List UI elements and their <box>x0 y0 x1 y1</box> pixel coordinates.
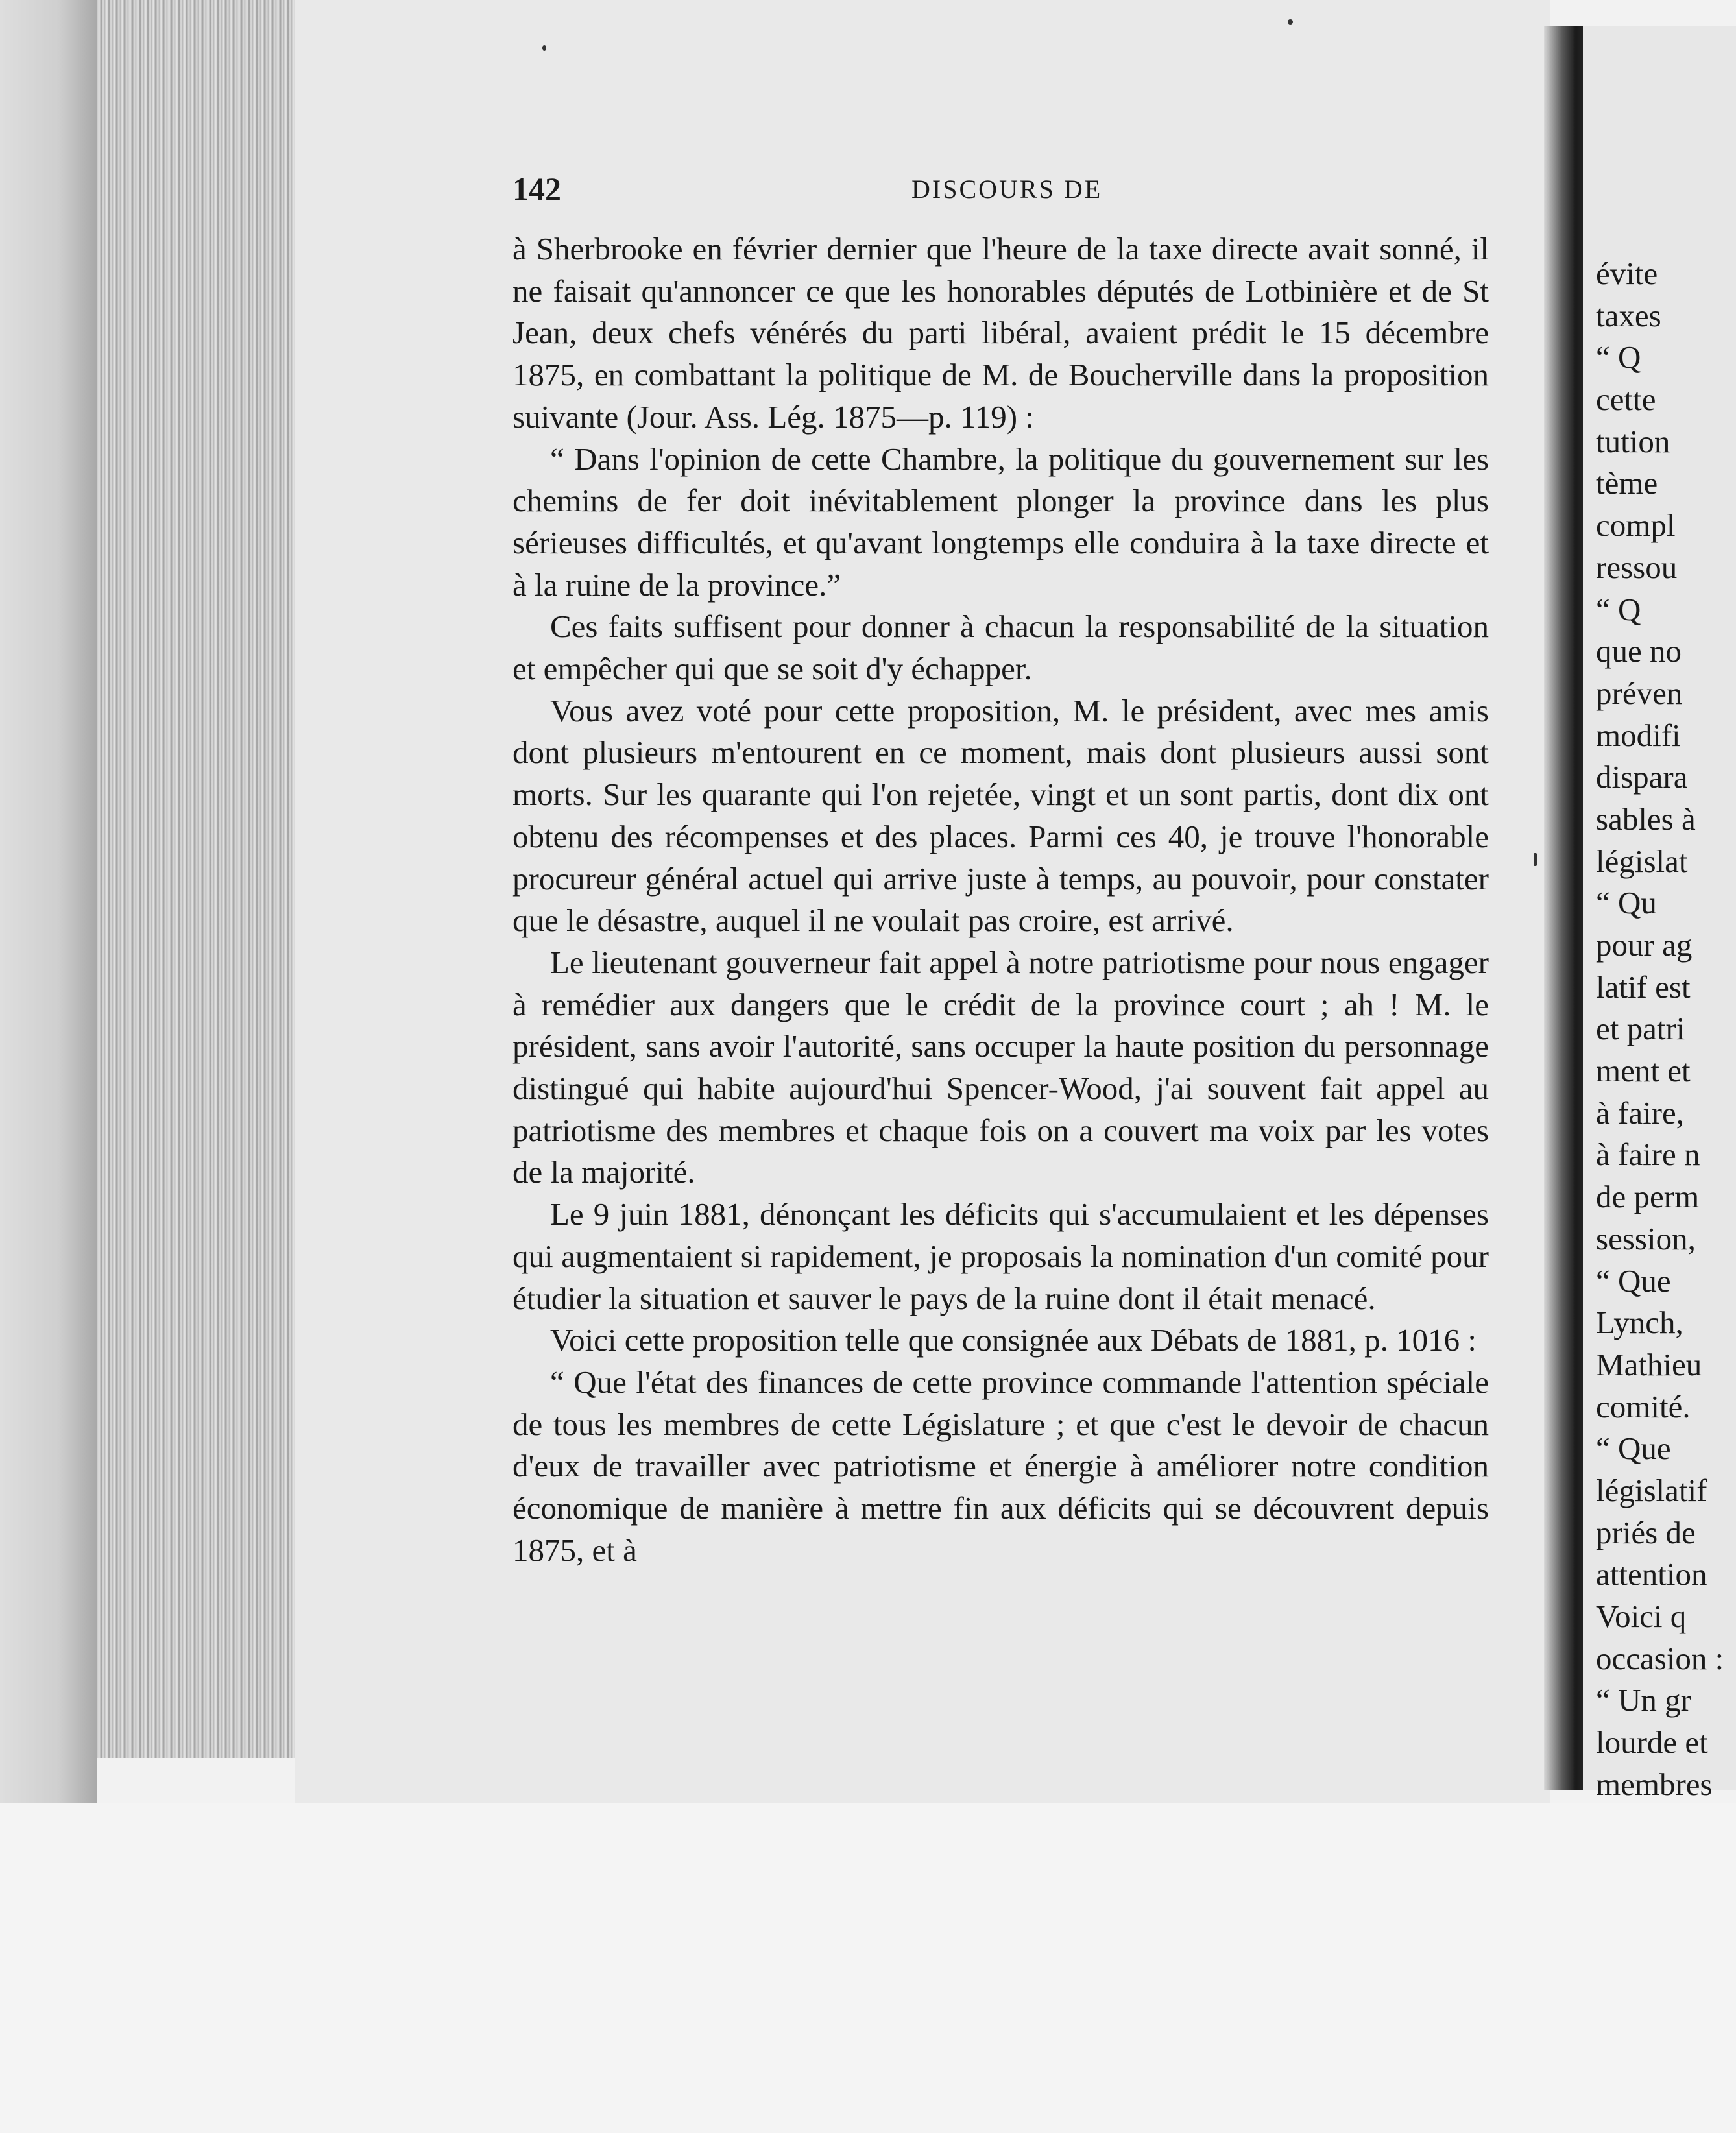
facing-line: Lynch, <box>1596 1305 1683 1341</box>
facing-line: compl <box>1596 507 1676 544</box>
page-number: 142 <box>512 171 561 207</box>
facing-line: attention <box>1596 1556 1707 1593</box>
facing-line: ressou <box>1596 549 1678 585</box>
page-header <box>512 170 1486 209</box>
facing-page-text <box>1596 253 1736 1805</box>
paragraph: Vous avez voté pour cette proposition, M. le président, avec mes amis dont plusieurs m'entourent en ce moment, mais dont plusieurs aussi sont morts. Sur les quarante qui l'on rejetée, vingt et un sont partis, dont dix ont obtenu des récompenses et des places. Parmi ces 40, je trouve l'honorable procureur général actuel qui arrive juste à temps, au pouvoir, pour constater que le désastre, auquel il ne voulait pas croire, est arrivé. <box>512 692 1489 939</box>
facing-line: Voici q <box>1596 1598 1687 1634</box>
dust-speck <box>1534 853 1537 866</box>
facing-line: session, <box>1596 1220 1696 1257</box>
facing-line: “ Q <box>1596 339 1641 376</box>
facing-line: préven <box>1596 675 1683 711</box>
facing-line: législatif <box>1596 1472 1707 1508</box>
facing-line: tution <box>1596 423 1670 459</box>
facing-line: latif est <box>1596 969 1691 1005</box>
facing-line: “ Que <box>1596 1430 1671 1467</box>
facing-line: “ Que <box>1596 1262 1671 1299</box>
dust-speck <box>542 45 546 51</box>
facing-line: “ Q <box>1596 591 1641 627</box>
facing-line: modifi <box>1596 717 1681 753</box>
book-page-edges <box>97 0 295 1758</box>
running-head: DISCOURS DE <box>911 175 1103 204</box>
facing-line: pour ag <box>1596 927 1693 963</box>
body-text <box>512 228 1489 1572</box>
dust-speck <box>1288 19 1293 25</box>
paragraph: “ Que l'état des finances de cette province commande l'attention spéciale de tous les membres de cette Législature ; et que c'est le devoir de chacun d'eux de travailler avec patriotisme et énergie à améliorer notre condition économique de manière à mettre fin aux déficits qui se découvrent depuis 1875, et à <box>512 1364 1489 1568</box>
facing-line: ment et <box>1596 1053 1691 1089</box>
paragraph: Le 9 juin 1881, dénonçant les déficits qui s'accumulaient et les dépenses qui augmentaient si rapidement, je proposais la nomination d'un comité pour étudier la situation et sauver le pays de la ruine dont il était menacé. <box>512 1196 1489 1316</box>
paragraph: à Sherbrooke en février dernier que l'heure de la taxe directe avait sonné, il ne faisait qu'annoncer ce que les honorables députés de Lotbinière et de St Jean, deux chefs vénérés du parti libéral, avaient prédit le 15 décembre 1875, en combattant la politique de M. de Boucherville dans la proposition suivante (Jour. Ass. Lég. 1875—p. 119) : <box>512 231 1489 435</box>
paragraph: “ Dans l'opinion de cette Chambre, la politique du gouvernement sur les chemins de fer doit inévitablement plonger la province dans les plus sérieuses difficultés, et qu'avant longtemps elle conduira à la taxe directe et à la ruine de la province.” <box>512 440 1489 603</box>
facing-line: priés de <box>1596 1514 1696 1550</box>
facing-line: “ Qu <box>1596 885 1657 921</box>
facing-line: que no <box>1596 633 1682 669</box>
paragraph: Ces faits suffisent pour donner à chacun la responsabilité de la situation et empêcher qui que se soit d'y échapper. <box>512 609 1489 687</box>
facing-line: occasion : <box>1596 1640 1724 1676</box>
facing-line: “ Un gr <box>1596 1682 1691 1718</box>
facing-line: sables à <box>1596 801 1696 837</box>
facing-line: législat <box>1596 843 1688 879</box>
facing-line: à faire, <box>1596 1094 1684 1131</box>
facing-line: et patri <box>1596 1011 1685 1047</box>
scan-background <box>0 1803 1736 2133</box>
facing-line: à faire n <box>1596 1137 1700 1173</box>
paragraph: Le lieutenant gouverneur fait appel à notre patriotisme pour nous engager à remédier aux dangers que le crédit de la province court ; ah ! M. le président, sans avoir l'autorité, sans occuper la haute position du personnage distingué qui habite aujourd'hui Spencer-Wood, j'ai souvent fait appel au patriotisme des membres et chaque fois on a couvert ma voix par les votes de la majorité. <box>512 944 1489 1190</box>
facing-line: taxes <box>1596 297 1661 333</box>
facing-line: dispara <box>1596 759 1688 795</box>
facing-line: de perm <box>1596 1179 1700 1215</box>
facing-line: lourde et <box>1596 1724 1708 1761</box>
facing-line: membres <box>1596 1766 1713 1802</box>
facing-line: évite <box>1596 256 1658 291</box>
paragraph: Voici cette proposition telle que consignée aux Débats de 1881, p. 1016 : <box>550 1322 1477 1358</box>
facing-line: cette <box>1596 381 1656 418</box>
facing-line: Mathieu <box>1596 1346 1702 1382</box>
facing-line: tème <box>1596 465 1658 501</box>
facing-line: comité. <box>1596 1388 1691 1425</box>
